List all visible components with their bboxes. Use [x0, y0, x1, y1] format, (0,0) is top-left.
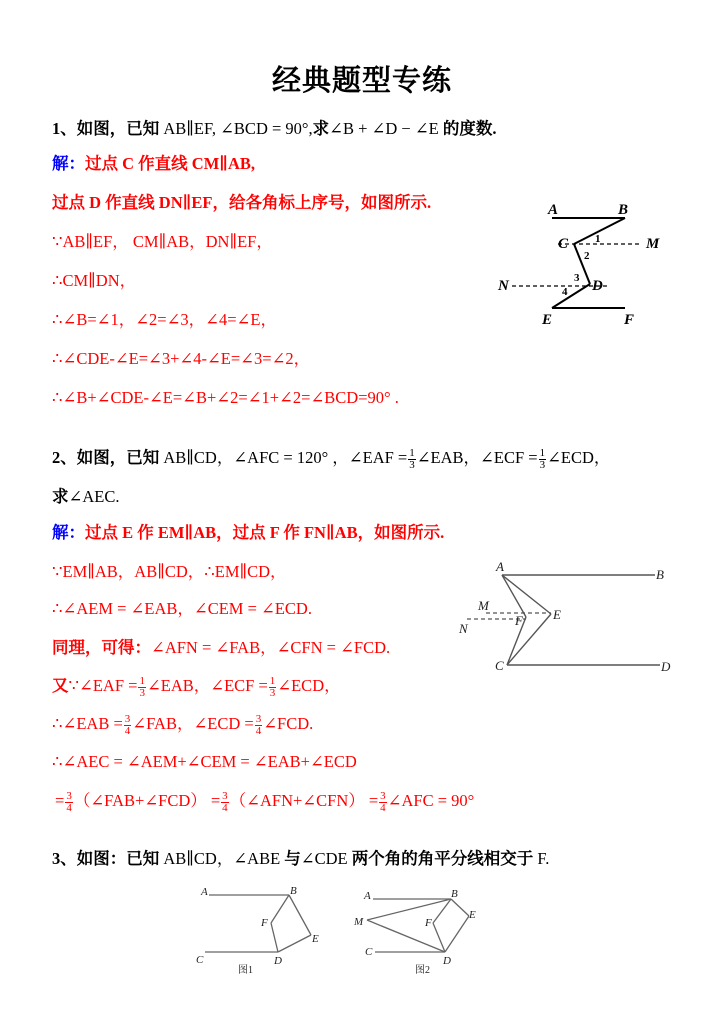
question-number: 3、 — [52, 849, 77, 868]
svg-text:B: B — [656, 567, 664, 582]
svg-text:D: D — [443, 955, 451, 967]
svg-text:A: A — [496, 559, 504, 574]
q2-solution-line-8 — [55, 790, 474, 814]
solution-text: ∠ECD， — [277, 676, 341, 695]
fraction-denominator: 3 — [539, 458, 546, 471]
fraction — [269, 676, 277, 699]
solution-text: = — [55, 791, 65, 810]
svg-text:B: B — [290, 885, 297, 897]
fraction-denominator: 3 — [139, 686, 145, 699]
solution-text: ∠AFC = 90° — [387, 791, 475, 810]
q1-solution-line-2: 过点 D 作直线 DN∥EF，给各角标上序号，如图所示. — [52, 193, 432, 212]
figure-caption: 图1 — [238, 965, 253, 976]
fraction — [539, 448, 547, 471]
fraction-denominator: 4 — [380, 801, 386, 814]
question-lead: 如图，已知 — [76, 448, 160, 467]
similar-label: 同理，可得： — [52, 638, 151, 657]
svg-text:N: N — [498, 278, 509, 294]
question-2-line-2 — [52, 486, 119, 508]
fraction — [138, 676, 146, 699]
svg-text:C: C — [495, 658, 504, 673]
fraction-numerator: 3 — [255, 712, 262, 725]
fraction-denominator: 4 — [66, 801, 72, 814]
q2-solution-line-5 — [52, 675, 341, 699]
q1-solution-line-7: ∴∠B+∠CDE-∠E=∠B+∠2=∠1+∠2=∠BCD=90° . — [52, 388, 399, 407]
q2-solution-line-3: ∴∠AEM = ∠EAB，∠CEM = ∠ECD. — [52, 599, 312, 618]
svg-text:B: B — [618, 202, 629, 218]
question-text: 两个角的角平分线相交于 — [351, 849, 534, 868]
solution-text: ∴∠EAB = — [52, 714, 123, 733]
solution-label: 解： — [52, 523, 85, 542]
q2-solution-line-1 — [52, 522, 444, 544]
fraction — [65, 791, 73, 814]
svg-text:C: C — [558, 236, 569, 252]
svg-text:A: A — [364, 890, 371, 902]
question-1 — [52, 118, 496, 140]
question-3 — [52, 848, 549, 870]
q3-figure-2 — [345, 878, 495, 978]
q1-solution-line-3: ∵AB∥EF， CM∥AB，DN∥EF， — [52, 232, 273, 251]
fraction-numerator: 1 — [269, 674, 276, 687]
solution-text: ∵∠EAF = — [68, 676, 138, 695]
question-given: ∠ECD， — [547, 448, 611, 467]
similar-text: ∠AFN = ∠FAB，∠CFN = ∠FCD. — [151, 638, 391, 657]
svg-text:F: F — [425, 917, 432, 929]
q2-solution-line-6 — [52, 713, 313, 737]
solution-text: （∠AFN+∠CFN） = — [229, 791, 379, 810]
q1-figure — [490, 192, 690, 332]
svg-text:D: D — [592, 278, 603, 294]
fraction-denominator: 3 — [269, 686, 276, 699]
svg-text:A: A — [201, 886, 208, 898]
question-given: AB∥CD，∠ABE — [159, 849, 285, 868]
fraction-numerator: 1 — [539, 446, 546, 459]
svg-text:M: M — [478, 598, 489, 613]
svg-text:M: M — [354, 916, 364, 928]
question-ask: 求 — [52, 487, 69, 506]
solution-text: 过点 E 作 EM∥AB，过点 F 作 FN∥AB，如图所示. — [85, 523, 445, 542]
question-given: AB∥CD，∠AFC = 120° ，∠EAF = — [159, 448, 408, 467]
solution-text: （∠FAB+∠FCD） = — [73, 791, 221, 810]
svg-text:E: E — [469, 909, 476, 921]
question-2 — [52, 447, 610, 471]
solution-text: ∠EAB，∠ECF = — [146, 676, 268, 695]
question-given: ∠EAB，∠ECF = — [416, 448, 538, 467]
svg-text:M: M — [646, 236, 660, 252]
fraction — [408, 448, 416, 471]
svg-text:B: B — [451, 888, 458, 900]
question-expr: ∠AEC. — [68, 487, 120, 506]
q2-figure — [450, 555, 690, 685]
fraction-denominator: 3 — [409, 458, 415, 471]
solution-text: ∠FAB，∠ECD = — [132, 714, 254, 733]
fraction — [255, 714, 263, 737]
q2-solution-line-7: ∴∠AEC = ∠AEM+∠CEM = ∠EAB+∠ECD — [52, 752, 357, 771]
question-text: 与 — [284, 849, 301, 868]
fraction-numerator: 3 — [222, 789, 228, 802]
q1-solution-line-1 — [52, 153, 255, 175]
svg-text:4: 4 — [562, 286, 568, 298]
q3-figure-1 — [190, 878, 340, 978]
fraction-numerator: 1 — [139, 674, 145, 687]
svg-text:F: F — [515, 613, 523, 628]
svg-text:D: D — [661, 659, 671, 674]
question-lead: 如图，已知 — [76, 119, 160, 138]
svg-text:A: A — [548, 202, 559, 218]
figure-caption: 图2 — [415, 965, 430, 976]
q2-solution-line-4 — [52, 637, 390, 659]
q1-solution-line-6: ∴∠CDE-∠E=∠3+∠4-∠E=∠3=∠2， — [52, 349, 311, 368]
fraction-numerator: 3 — [66, 789, 72, 802]
svg-text:N: N — [459, 621, 468, 636]
fraction-numerator: 3 — [380, 789, 386, 802]
svg-text:E: E — [542, 312, 553, 328]
fraction — [379, 791, 387, 814]
svg-text:F: F — [624, 312, 635, 328]
page-title: 经典题型专练 — [271, 65, 452, 97]
svg-text:D: D — [274, 955, 282, 967]
question-expr: ∠B + ∠D − ∠E — [329, 119, 439, 138]
svg-text:F: F — [261, 917, 268, 929]
svg-text:E: E — [312, 933, 319, 945]
svg-text:C: C — [365, 946, 373, 958]
solution-text: ∠FCD. — [263, 714, 314, 733]
question-text: F. — [533, 849, 550, 868]
fraction-numerator: 1 — [409, 446, 415, 459]
q2-solution-line-2: ∵EM∥AB，AB∥CD，∴EM∥CD， — [52, 562, 287, 581]
question-lead: 如图：已知 — [76, 849, 160, 868]
question-given: AB∥EF, ∠BCD = 90°, — [159, 119, 313, 138]
solution-label: 解： — [52, 154, 85, 173]
fraction — [221, 791, 229, 814]
question-tail: 的度数. — [438, 119, 497, 138]
fraction-denominator: 4 — [222, 801, 228, 814]
question-ask: 求 — [312, 119, 330, 138]
question-number: 2、 — [52, 448, 77, 467]
solution-text: 过点 C 作直线 CM∥AB, — [85, 154, 256, 173]
q1-solution-line-4: ∴CM∥DN， — [52, 271, 137, 290]
fraction — [124, 714, 132, 737]
svg-text:C: C — [196, 954, 204, 966]
q1-solution-line-5: ∴∠B=∠1，∠2=∠3，∠4=∠E， — [52, 310, 277, 329]
svg-text:3: 3 — [574, 272, 580, 284]
also-label: 又 — [52, 676, 69, 695]
fraction-denominator: 4 — [124, 724, 131, 737]
svg-text:1: 1 — [595, 233, 601, 245]
fraction-denominator: 4 — [255, 724, 262, 737]
question-given: ∠CDE — [300, 849, 352, 868]
question-number: 1、 — [52, 119, 77, 138]
fraction-numerator: 3 — [124, 712, 131, 725]
svg-text:E: E — [553, 607, 561, 622]
svg-text:2: 2 — [584, 250, 590, 262]
